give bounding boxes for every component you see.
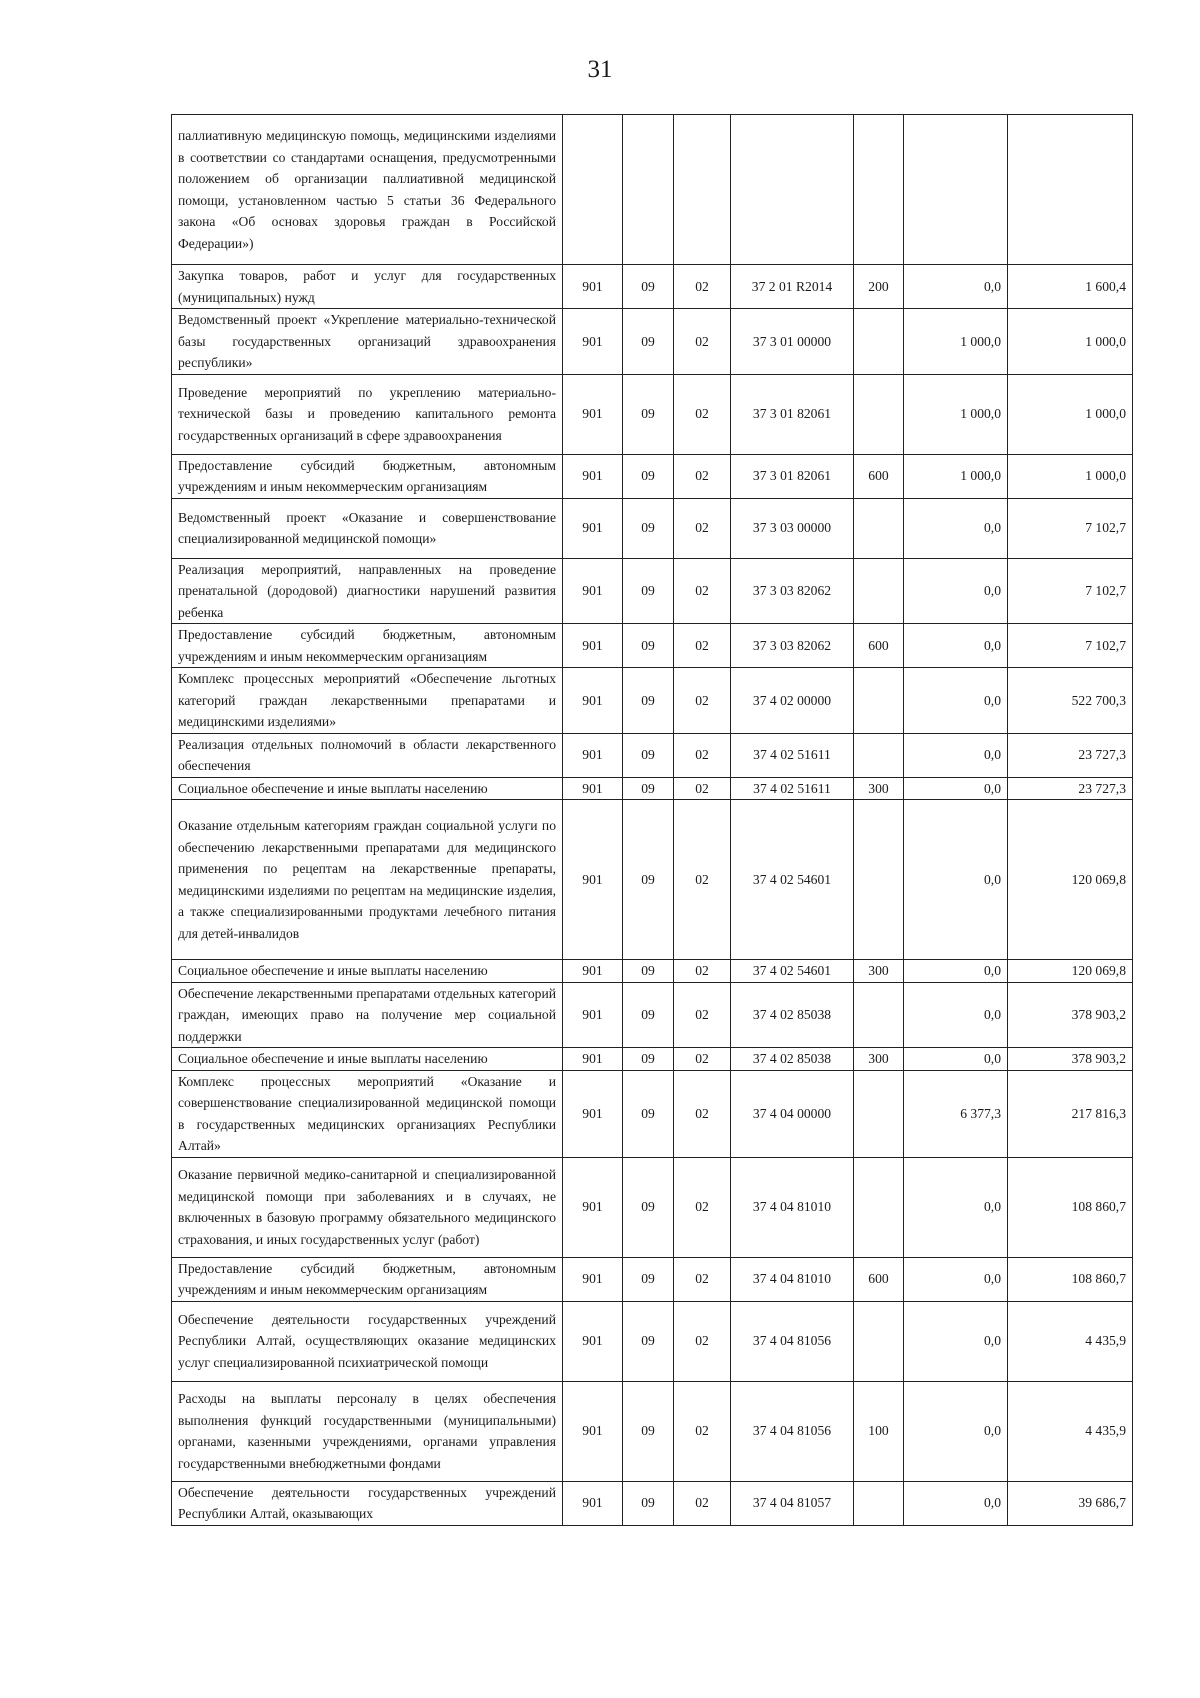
section-code: 09 [623, 733, 674, 777]
row-description: Обеспечение деятельности государственных учреждений Республики Алтай, осуществляющих оказание медицинских услуг специализированной психиатрической помощи [172, 1301, 563, 1381]
ved-code: 901 [563, 1301, 623, 1381]
target-article-code: 37 3 03 00000 [731, 498, 854, 558]
row-description: Оказание отдельным категориям граждан социальной услуги по обеспечению лекарственными препаратами для медицинского применения по рецептам на лекарственные препараты, медицинскими изделиями по рецептам на медицинские изделия, а также специализированными продуктами лечебного питания для детей-инвалидов [172, 800, 563, 960]
ved-code: 901 [563, 960, 623, 983]
ved-code: 901 [563, 1070, 623, 1157]
row-description: Ведомственный проект «Укрепление материально-технической базы государственных организаций здравоохранения республики» [172, 309, 563, 375]
subsection-code: 02 [674, 624, 731, 668]
row-description: Закупка товаров, работ и услуг для государственных (муниципальных) нужд [172, 265, 563, 309]
section-code: 09 [623, 624, 674, 668]
expense-type-code [854, 558, 904, 624]
expense-type-code: 100 [854, 1381, 904, 1481]
amount-1: 0,0 [904, 777, 1008, 800]
ved-code: 901 [563, 1481, 623, 1525]
expense-type-code [854, 1070, 904, 1157]
ved-code: 901 [563, 309, 623, 375]
table-row [172, 733, 1133, 777]
amount-1: 0,0 [904, 1481, 1008, 1525]
section-code: 09 [623, 309, 674, 375]
target-article-code: 37 4 04 81056 [731, 1301, 854, 1381]
table-row [172, 1301, 1133, 1381]
section-code: 09 [623, 374, 674, 454]
expense-type-code: 300 [854, 777, 904, 800]
expense-type-code: 600 [854, 1257, 904, 1301]
amount-2: 4 435,9 [1008, 1301, 1133, 1381]
amount-1: 1 000,0 [904, 309, 1008, 375]
row-description: Обеспечение лекарственными препаратами отдельных категорий граждан, имеющих право на получение мер социальной поддержки [172, 982, 563, 1048]
table-row [172, 800, 1133, 960]
expense-type-code [854, 374, 904, 454]
amount-2: 1 600,4 [1008, 265, 1133, 309]
target-article-code: 37 4 02 51611 [731, 733, 854, 777]
row-description: Социальное обеспечение и иные выплаты населению [172, 1048, 563, 1071]
target-article-code: 37 4 04 81010 [731, 1257, 854, 1301]
row-description: Социальное обеспечение и иные выплаты населению [172, 960, 563, 983]
expense-type-code [854, 982, 904, 1048]
amount-1: 0,0 [904, 498, 1008, 558]
amount-1: 0,0 [904, 960, 1008, 983]
expense-type-code [854, 1481, 904, 1525]
ved-code: 901 [563, 624, 623, 668]
section-code: 09 [623, 498, 674, 558]
row-description: паллиативную медицинскую помощь, медицинскими изделиями в соответствии со стандартами оснащения, предусмотренными положением об организации паллиативной медицинской помощи, установленном частью 5 статьи 36 Федерального закона «Об основах здоровья граждан в Российской Федерации») [172, 115, 563, 265]
subsection-code: 02 [674, 960, 731, 983]
subsection-code: 02 [674, 1070, 731, 1157]
table-row [172, 558, 1133, 624]
row-description: Реализация отдельных полномочий в области лекарственного обеспечения [172, 733, 563, 777]
ved-code: 901 [563, 1048, 623, 1071]
ved-code: 901 [563, 498, 623, 558]
section-code: 09 [623, 558, 674, 624]
section-code: 09 [623, 1257, 674, 1301]
amount-1: 0,0 [904, 733, 1008, 777]
amount-1: 0,0 [904, 558, 1008, 624]
amount-1: 0,0 [904, 1157, 1008, 1257]
subsection-code: 02 [674, 1257, 731, 1301]
ved-code: 901 [563, 1157, 623, 1257]
amount-1: 1 000,0 [904, 374, 1008, 454]
amount-2: 108 860,7 [1008, 1257, 1133, 1301]
row-description: Оказание первичной медико-санитарной и специализированной медицинской помощи при заболеваниях и в случаях, не включенных в базовую программу обязательного медицинского страхования, и иных государственных услуг (работ) [172, 1157, 563, 1257]
row-description: Комплекс процессных мероприятий «Оказание и совершенствование специализированной медицинской помощи в государственных медицинских организациях Республики Алтай» [172, 1070, 563, 1157]
budget-table [171, 114, 1133, 1526]
target-article-code: 37 3 01 82061 [731, 374, 854, 454]
table-row [172, 1481, 1133, 1525]
ved-code: 901 [563, 800, 623, 960]
section-code: 09 [623, 960, 674, 983]
table-row [172, 668, 1133, 734]
subsection-code: 02 [674, 982, 731, 1048]
section-code: 09 [623, 1048, 674, 1071]
table-row [172, 115, 1133, 265]
amount-2: 23 727,3 [1008, 733, 1133, 777]
subsection-code: 02 [674, 1381, 731, 1481]
target-article-code: 37 4 02 54601 [731, 960, 854, 983]
row-description: Комплекс процессных мероприятий «Обеспечение льготных категорий граждан лекарственными препаратами и медицинскими изделиями» [172, 668, 563, 734]
amount-1: 0,0 [904, 624, 1008, 668]
target-article-code: 37 4 04 81057 [731, 1481, 854, 1525]
subsection-code: 02 [674, 1481, 731, 1525]
target-article-code: 37 4 04 00000 [731, 1070, 854, 1157]
subsection-code: 02 [674, 374, 731, 454]
amount-2: 39 686,7 [1008, 1481, 1133, 1525]
section-code: 09 [623, 982, 674, 1048]
amount-2: 7 102,7 [1008, 624, 1133, 668]
expense-type-code [854, 1301, 904, 1381]
amount-2: 378 903,2 [1008, 982, 1133, 1048]
subsection-code: 02 [674, 777, 731, 800]
table-row [172, 1381, 1133, 1481]
ved-code: 901 [563, 777, 623, 800]
ved-code: 901 [563, 1381, 623, 1481]
section-code: 09 [623, 1481, 674, 1525]
target-article-code: 37 4 04 81056 [731, 1381, 854, 1481]
table-row [172, 309, 1133, 375]
amount-2: 1 000,0 [1008, 454, 1133, 498]
amount-1: 0,0 [904, 1301, 1008, 1381]
amount-2: 120 069,8 [1008, 960, 1133, 983]
subsection-code [674, 115, 731, 265]
amount-2: 23 727,3 [1008, 777, 1133, 800]
ved-code: 901 [563, 733, 623, 777]
amount-1 [904, 115, 1008, 265]
subsection-code: 02 [674, 558, 731, 624]
target-article-code: 37 3 01 00000 [731, 309, 854, 375]
expense-type-code: 300 [854, 960, 904, 983]
amount-2 [1008, 115, 1133, 265]
table-row [172, 1157, 1133, 1257]
target-article-code: 37 4 02 51611 [731, 777, 854, 800]
row-description: Предоставление субсидий бюджетным, автономным учреждениям и иным некоммерческим организациям [172, 624, 563, 668]
amount-2: 120 069,8 [1008, 800, 1133, 960]
expense-type-code [854, 498, 904, 558]
subsection-code: 02 [674, 1048, 731, 1071]
section-code: 09 [623, 1301, 674, 1381]
target-article-code: 37 4 02 85038 [731, 982, 854, 1048]
ved-code: 901 [563, 265, 623, 309]
section-code: 09 [623, 777, 674, 800]
subsection-code: 02 [674, 668, 731, 734]
expense-type-code: 600 [854, 454, 904, 498]
amount-1: 0,0 [904, 1257, 1008, 1301]
target-article-code: 37 4 02 85038 [731, 1048, 854, 1071]
target-article-code: 37 4 02 00000 [731, 668, 854, 734]
row-description: Социальное обеспечение и иные выплаты населению [172, 777, 563, 800]
amount-1: 0,0 [904, 265, 1008, 309]
ved-code: 901 [563, 374, 623, 454]
table-row [172, 374, 1133, 454]
subsection-code: 02 [674, 454, 731, 498]
table-row [172, 960, 1133, 983]
section-code: 09 [623, 265, 674, 309]
row-description: Реализация мероприятий, направленных на проведение пренатальной (дородовой) диагностики нарушений развития ребенка [172, 558, 563, 624]
target-article-code: 37 3 03 82062 [731, 624, 854, 668]
row-description: Предоставление субсидий бюджетным, автономным учреждениям и иным некоммерческим организациям [172, 454, 563, 498]
row-description: Расходы на выплаты персоналу в целях обеспечения выполнения функций государственными (муниципальными) органами, казенными учреждениями, органами управления государственными внебюджетными фондами [172, 1381, 563, 1481]
table-row [172, 777, 1133, 800]
amount-1: 0,0 [904, 982, 1008, 1048]
amount-2: 7 102,7 [1008, 498, 1133, 558]
ved-code: 901 [563, 558, 623, 624]
amount-2: 522 700,3 [1008, 668, 1133, 734]
table-row [172, 454, 1133, 498]
amount-1: 0,0 [904, 1048, 1008, 1071]
table-row [172, 498, 1133, 558]
target-article-code: 37 2 01 R2014 [731, 265, 854, 309]
amount-2: 378 903,2 [1008, 1048, 1133, 1071]
amount-2: 108 860,7 [1008, 1157, 1133, 1257]
expense-type-code: 300 [854, 1048, 904, 1071]
expense-type-code [854, 733, 904, 777]
target-article-code: 37 3 01 82061 [731, 454, 854, 498]
expense-type-code [854, 115, 904, 265]
subsection-code: 02 [674, 1157, 731, 1257]
row-description: Обеспечение деятельности государственных учреждений Республики Алтай, оказывающих [172, 1481, 563, 1525]
amount-1: 0,0 [904, 800, 1008, 960]
subsection-code: 02 [674, 733, 731, 777]
expense-type-code [854, 800, 904, 960]
amount-2: 7 102,7 [1008, 558, 1133, 624]
ved-code: 901 [563, 454, 623, 498]
expense-type-code: 600 [854, 624, 904, 668]
section-code [623, 115, 674, 265]
ved-code: 901 [563, 1257, 623, 1301]
amount-2: 217 816,3 [1008, 1070, 1133, 1157]
table-row [172, 1048, 1133, 1071]
row-description: Ведомственный проект «Оказание и совершенствование специализированной медицинской помощи» [172, 498, 563, 558]
target-article-code: 37 4 02 54601 [731, 800, 854, 960]
subsection-code: 02 [674, 265, 731, 309]
expense-type-code [854, 309, 904, 375]
table-row [172, 982, 1133, 1048]
table-row [172, 624, 1133, 668]
section-code: 09 [623, 800, 674, 960]
table-row [172, 1257, 1133, 1301]
ved-code: 901 [563, 668, 623, 734]
expense-type-code [854, 1157, 904, 1257]
subsection-code: 02 [674, 1301, 731, 1381]
row-description: Предоставление субсидий бюджетным, автономным учреждениям и иным некоммерческим организациям [172, 1257, 563, 1301]
subsection-code: 02 [674, 498, 731, 558]
section-code: 09 [623, 668, 674, 734]
section-code: 09 [623, 1381, 674, 1481]
section-code: 09 [623, 1070, 674, 1157]
table-row [172, 1070, 1133, 1157]
amount-1: 0,0 [904, 668, 1008, 734]
budget-table-body [172, 115, 1133, 1526]
amount-1: 0,0 [904, 1381, 1008, 1481]
amount-2: 4 435,9 [1008, 1381, 1133, 1481]
amount-1: 6 377,3 [904, 1070, 1008, 1157]
target-article-code [731, 115, 854, 265]
amount-1: 1 000,0 [904, 454, 1008, 498]
row-description: Проведение мероприятий по укреплению материально-технической базы и проведению капитального ремонта государственных организаций в сфере здравоохранения [172, 374, 563, 454]
target-article-code: 37 3 03 82062 [731, 558, 854, 624]
subsection-code: 02 [674, 800, 731, 960]
amount-2: 1 000,0 [1008, 309, 1133, 375]
subsection-code: 02 [674, 309, 731, 375]
amount-2: 1 000,0 [1008, 374, 1133, 454]
page-number: 31 [587, 56, 613, 83]
expense-type-code: 200 [854, 265, 904, 309]
target-article-code: 37 4 04 81010 [731, 1157, 854, 1257]
section-code: 09 [623, 454, 674, 498]
ved-code: 901 [563, 982, 623, 1048]
expense-type-code [854, 668, 904, 734]
section-code: 09 [623, 1157, 674, 1257]
ved-code [563, 115, 623, 265]
table-row [172, 265, 1133, 309]
